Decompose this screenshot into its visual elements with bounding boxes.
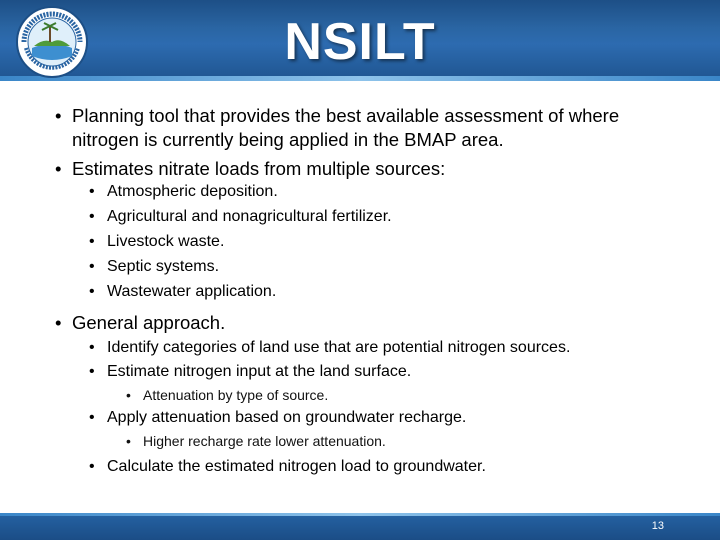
approach-item: Estimate nitrogen input at the land surface. xyxy=(107,363,412,380)
bullet-marker: • xyxy=(89,183,95,200)
footer-bar xyxy=(0,516,720,540)
title-bar-accent xyxy=(0,76,720,81)
bullet-marker: • xyxy=(89,458,95,475)
bullet-planning-line2: nitrogen is currently being applied in the BMAP area. xyxy=(72,129,504,150)
bullet-planning-line1: Planning tool that provides the best available assessment of where xyxy=(72,105,620,126)
source-item: Atmospheric deposition. xyxy=(107,183,278,200)
approach-subitem: Attenuation by type of source. xyxy=(143,387,329,403)
approach-item: Identify categories of land use that are potential nitrogen sources. xyxy=(107,339,571,356)
source-item: Agricultural and nonagricultural fertilizer. xyxy=(107,208,392,225)
approach-subitem: Higher recharge rate lower attenuation. xyxy=(143,433,386,449)
bullet-marker: • xyxy=(55,105,62,126)
source-item: Livestock waste. xyxy=(107,233,225,250)
source-item: Septic systems. xyxy=(107,258,220,275)
bullet-estimates: Estimates nitrate loads from multiple sources: xyxy=(72,158,446,179)
page-number: 13 xyxy=(651,520,664,532)
approach-item: Apply attenuation based on groundwater recharge. xyxy=(107,409,467,426)
source-item: Wastewater application. xyxy=(107,283,277,300)
bullet-marker: • xyxy=(126,433,131,449)
slide-title: NSILT xyxy=(284,13,436,71)
bullet-marker: • xyxy=(89,208,95,225)
bullet-general-approach: General approach. xyxy=(72,312,226,333)
bullet-marker: • xyxy=(89,409,95,426)
bullet-marker: • xyxy=(55,158,62,179)
bullet-marker: • xyxy=(89,283,95,300)
approach-item: Calculate the estimated nitrogen load to groundwater. xyxy=(107,458,486,475)
bullet-marker: • xyxy=(126,387,131,403)
bullet-marker: • xyxy=(55,312,62,333)
bullet-marker: • xyxy=(89,339,95,356)
bullet-marker: • xyxy=(89,233,95,250)
bullet-marker: • xyxy=(89,363,95,380)
bullet-marker: • xyxy=(89,258,95,275)
